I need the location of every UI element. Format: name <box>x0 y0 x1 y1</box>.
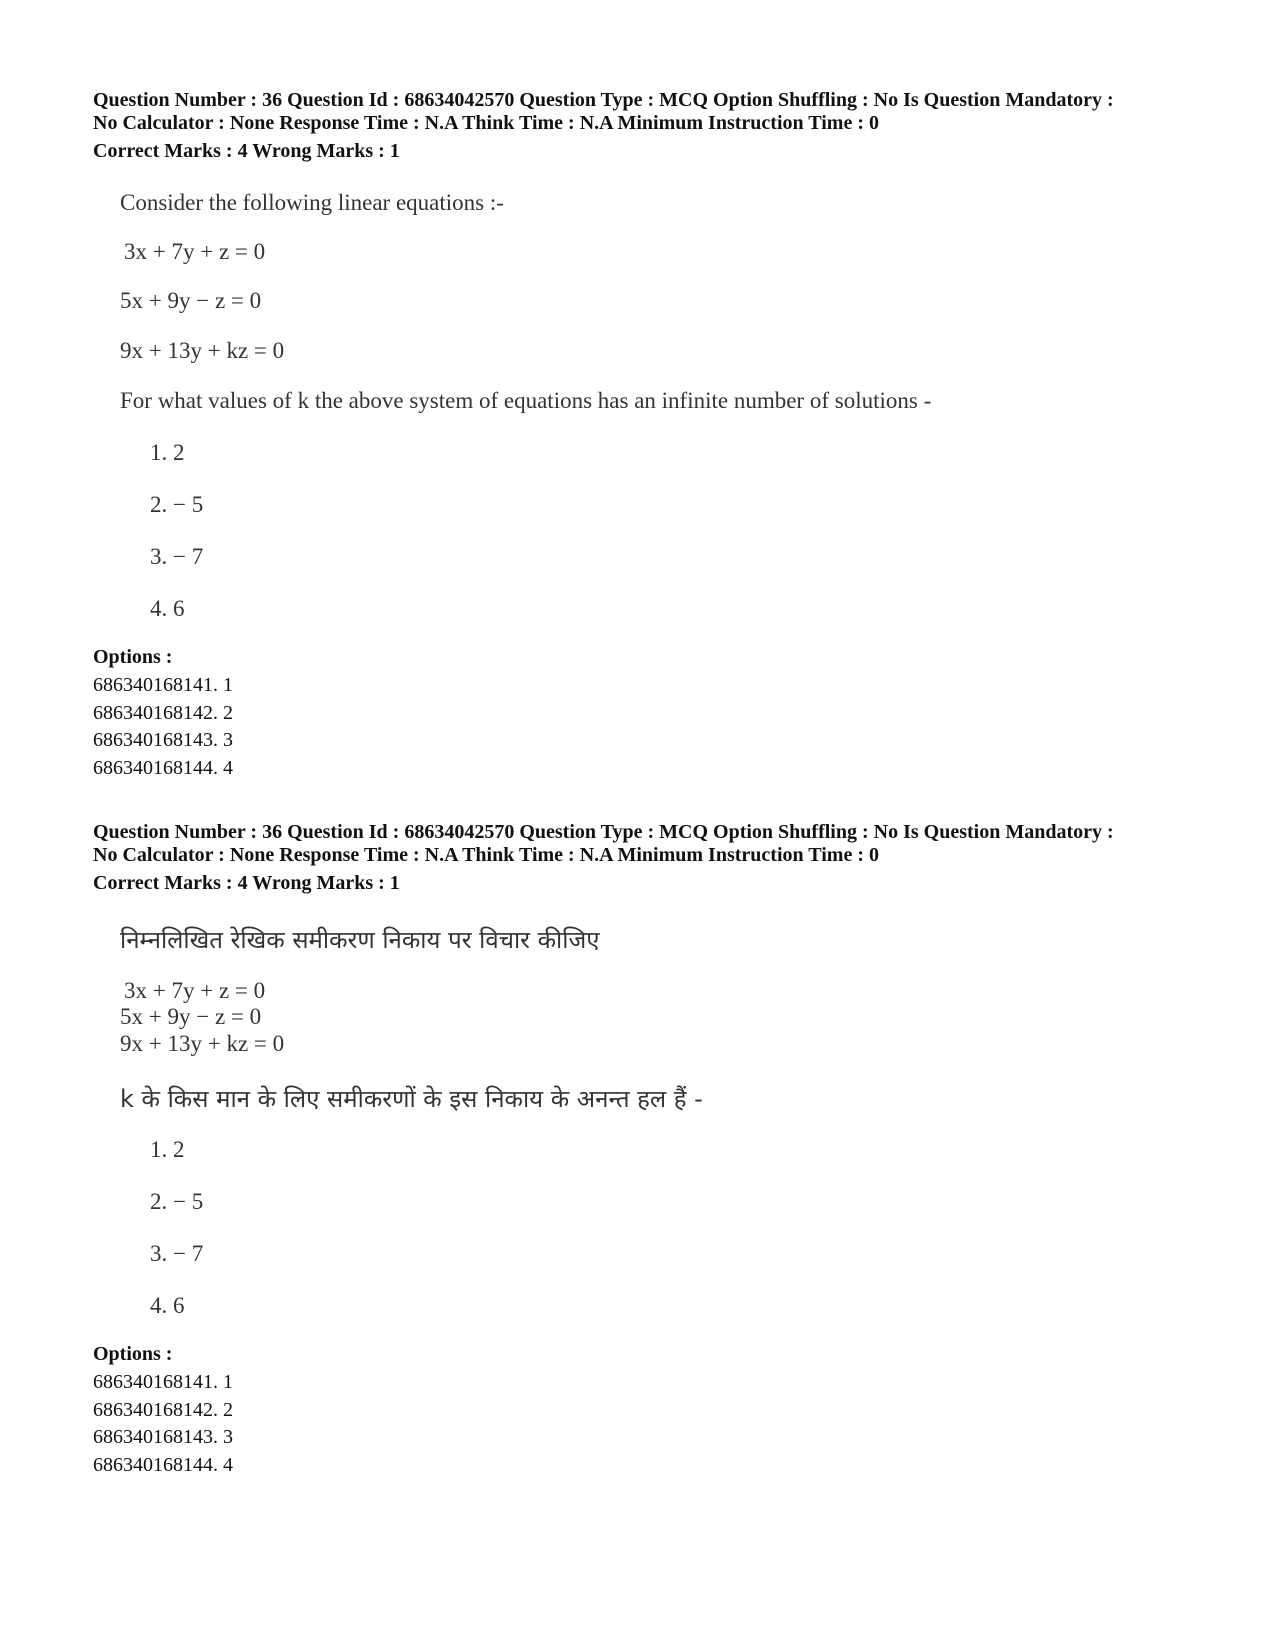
option-row: 686340168144. 4 <box>93 757 233 779</box>
options-title: Options : <box>93 646 173 668</box>
choice-4: 4. 6 <box>150 596 185 621</box>
choice-2: 2. − 5 <box>150 1189 204 1214</box>
marks-line: Correct Marks : 4 Wrong Marks : 1 <box>93 872 400 894</box>
equation-1: 3x + 7y + z = 0 <box>124 978 266 1003</box>
question-prompt: k के किस मान के लिए समीकरणों के इस निकाय के अनन्त हल हैं - <box>120 1085 703 1113</box>
equation-1: 3x + 7y + z = 0 <box>124 239 266 264</box>
question-prompt: For what values of k the above system of equations has an infinite number of solutions - <box>120 388 932 413</box>
choice-3: 3. − 7 <box>150 1241 204 1266</box>
option-row: 686340168143. 3 <box>93 1426 233 1448</box>
option-row: 686340168141. 1 <box>93 674 233 696</box>
choice-4: 4. 6 <box>150 1293 185 1318</box>
option-row: 686340168142. 2 <box>93 1399 233 1421</box>
choice-3: 3. − 7 <box>150 544 204 569</box>
option-row: 686340168144. 4 <box>93 1454 233 1476</box>
options-title: Options : <box>93 1343 173 1365</box>
equation-2: 5x + 9y − z = 0 <box>120 1004 262 1029</box>
equation-2: 5x + 9y − z = 0 <box>120 288 262 313</box>
choice-2: 2. − 5 <box>150 492 204 517</box>
choice-1: 1. 2 <box>150 440 185 465</box>
question-meta-line-1: Question Number : 36 Question Id : 68634042570 Question Type : MCQ Option Shuffling : No Is Question Mandatory : <box>93 821 1114 843</box>
equation-3: 9x + 13y + kz = 0 <box>120 338 285 363</box>
option-row: 686340168142. 2 <box>93 702 233 724</box>
marks-line: Correct Marks : 4 Wrong Marks : 1 <box>93 140 400 162</box>
question-meta-line-1: Question Number : 36 Question Id : 68634042570 Question Type : MCQ Option Shuffling : No Is Question Mandatory : <box>93 89 1114 111</box>
option-row: 686340168141. 1 <box>93 1371 233 1393</box>
question-intro: निम्नलिखित रेखिक समीकरण निकाय पर विचार कीजिए <box>120 926 600 954</box>
question-meta-line-2: No Calculator : None Response Time : N.A Think Time : N.A Minimum Instruction Time : 0 <box>93 844 879 866</box>
choice-1: 1. 2 <box>150 1137 185 1162</box>
question-meta-line-2: No Calculator : None Response Time : N.A Think Time : N.A Minimum Instruction Time : 0 <box>93 112 879 134</box>
option-row: 686340168143. 3 <box>93 729 233 751</box>
equation-3: 9x + 13y + kz = 0 <box>120 1031 285 1056</box>
question-intro: Consider the following linear equations :- <box>120 190 504 215</box>
